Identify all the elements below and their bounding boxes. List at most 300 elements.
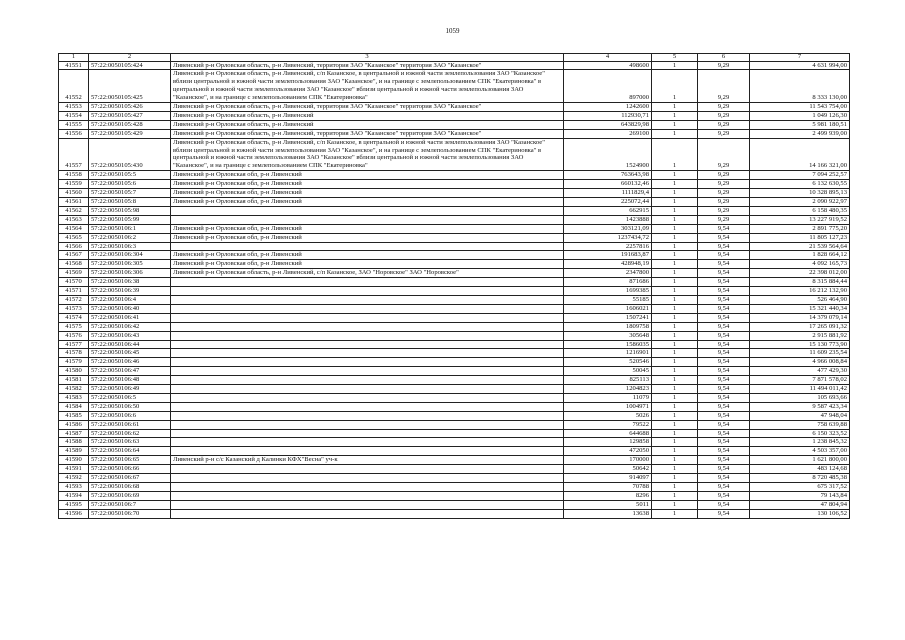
address-text: Ливенский р-н Орловская обл, р-н Ливенский bbox=[173, 260, 302, 268]
count-cell: 1 bbox=[652, 111, 698, 120]
address-text: Ливенский р-н Орловская область, р-н Ливенский, территория ЗАО "Казанское" территория ЗАО "Казанское" bbox=[173, 61, 482, 69]
rate-cell: 9,29 bbox=[698, 103, 750, 112]
address-text: Ливенский р-н Орловская область, р-н Ливенский, территория ЗАО "Казанское" территория ЗАО "Казанское" bbox=[173, 103, 482, 111]
address-text: Ливенский р-н Орловская область, р-н Ливенский, с/п Казанское, в центральной и южной части землепользования ЗАО "Казанское" вблизи центральной и южной части землепользования ЗАО "Казанское", и на границе с землепользованием СПК "Екатериновка" в центральной и южной части землепользования ЗАО "Казанское" вблизи центральной и южной части землепользования ЗАО "Казанское", и на границе с землепользованием СПК "Екатериновка" bbox=[173, 70, 545, 102]
cadastral-value-cell: 2 499 939,00 bbox=[750, 129, 850, 138]
row-number-cell: 41581 bbox=[59, 376, 89, 385]
table-row bbox=[59, 171, 850, 180]
address-cell bbox=[171, 456, 564, 465]
table-row bbox=[59, 251, 850, 260]
count-cell: 1 bbox=[652, 171, 698, 180]
count-cell: 1 bbox=[652, 206, 698, 215]
row-number-cell: 41571 bbox=[59, 287, 89, 296]
address-cell bbox=[171, 385, 564, 394]
table-row bbox=[59, 447, 850, 456]
row-number-cell: 41583 bbox=[59, 393, 89, 402]
cadastral-number-cell: 57:22:0050106:49 bbox=[89, 385, 171, 394]
area-cell: 5026 bbox=[564, 411, 652, 420]
address-cell bbox=[171, 295, 564, 304]
table-row bbox=[59, 438, 850, 447]
area-cell: 305648 bbox=[564, 331, 652, 340]
address-text: Ливенский р-н с/с Казанский д Калинки КФХ"Весна" уч-к bbox=[173, 456, 338, 464]
area-cell: 269100 bbox=[564, 129, 652, 138]
area-cell: 1809758 bbox=[564, 322, 652, 331]
count-cell: 1 bbox=[652, 385, 698, 394]
table-row bbox=[59, 120, 850, 129]
cadastral-number-cell: 57:22:0050106:67 bbox=[89, 474, 171, 483]
area-cell: 825113 bbox=[564, 376, 652, 385]
rate-cell: 9,29 bbox=[698, 180, 750, 189]
count-cell: 1 bbox=[652, 367, 698, 376]
row-number-cell: 41589 bbox=[59, 447, 89, 456]
count-cell: 1 bbox=[652, 129, 698, 138]
rate-cell: 9,54 bbox=[698, 304, 750, 313]
table-row bbox=[59, 411, 850, 420]
land-registry-table bbox=[58, 53, 850, 519]
row-number-cell: 41572 bbox=[59, 295, 89, 304]
area-cell: 1507241 bbox=[564, 313, 652, 322]
area-cell: 112930,71 bbox=[564, 111, 652, 120]
row-number-cell: 41580 bbox=[59, 367, 89, 376]
address-cell bbox=[171, 438, 564, 447]
row-number-cell: 41560 bbox=[59, 189, 89, 198]
rate-cell: 9,54 bbox=[698, 233, 750, 242]
row-number-cell: 41573 bbox=[59, 304, 89, 313]
row-number-cell: 41591 bbox=[59, 465, 89, 474]
row-number-cell: 41588 bbox=[59, 438, 89, 447]
cadastral-number-cell: 57:22:0050105:8 bbox=[89, 198, 171, 207]
cadastral-value-cell: 4 092 165,73 bbox=[750, 260, 850, 269]
rate-cell: 9,29 bbox=[698, 189, 750, 198]
row-number-cell: 41569 bbox=[59, 269, 89, 278]
table-row bbox=[59, 295, 850, 304]
cadastral-value-cell: 130 106,52 bbox=[750, 509, 850, 518]
cadastral-value-cell: 105 693,66 bbox=[750, 393, 850, 402]
area-cell: 13638 bbox=[564, 509, 652, 518]
count-cell: 1 bbox=[652, 411, 698, 420]
row-number-cell: 41582 bbox=[59, 385, 89, 394]
address-cell bbox=[171, 429, 564, 438]
row-number-cell: 41587 bbox=[59, 429, 89, 438]
rate-cell: 9,54 bbox=[698, 411, 750, 420]
rate-cell: 9,54 bbox=[698, 438, 750, 447]
cadastral-value-cell: 11 609 235,54 bbox=[750, 349, 850, 358]
cadastral-number-cell: 57:22:0050105:5 bbox=[89, 171, 171, 180]
rate-cell: 9,29 bbox=[698, 215, 750, 224]
cadastral-value-cell: 22 398 012,00 bbox=[750, 269, 850, 278]
rate-cell: 9,54 bbox=[698, 367, 750, 376]
cadastral-value-cell: 10 328 895,13 bbox=[750, 189, 850, 198]
address-text: Ливенский р-н Орловская обл, р-н Ливенский bbox=[173, 233, 302, 241]
cadastral-number-cell: 57:22:0050105:6 bbox=[89, 180, 171, 189]
count-cell: 1 bbox=[652, 447, 698, 456]
rate-cell: 9,29 bbox=[698, 61, 750, 70]
cadastral-value-cell: 1 828 664,12 bbox=[750, 251, 850, 260]
area-cell: 1242600 bbox=[564, 103, 652, 112]
cadastral-number-cell: 57:22:0050106:42 bbox=[89, 322, 171, 331]
cadastral-value-cell: 526 464,90 bbox=[750, 295, 850, 304]
cadastral-number-cell: 57:22:0050106:61 bbox=[89, 420, 171, 429]
cadastral-value-cell: 6 132 630,55 bbox=[750, 180, 850, 189]
cadastral-number-cell: 57:22:0050106:39 bbox=[89, 287, 171, 296]
column-header: 5 bbox=[652, 54, 698, 62]
cadastral-value-cell: 6 150 323,52 bbox=[750, 429, 850, 438]
table-row bbox=[59, 269, 850, 278]
count-cell: 1 bbox=[652, 491, 698, 500]
address-cell bbox=[171, 70, 564, 103]
area-cell: 1204823 bbox=[564, 385, 652, 394]
row-number-cell: 41557 bbox=[59, 138, 89, 171]
area-cell: 191683,87 bbox=[564, 251, 652, 260]
rate-cell: 9,29 bbox=[698, 138, 750, 171]
rate-cell: 9,54 bbox=[698, 509, 750, 518]
count-cell: 1 bbox=[652, 260, 698, 269]
address-text: Ливенский р-н Орловская обл, р-н Ливенский bbox=[173, 180, 302, 188]
cadastral-value-cell: 477 429,30 bbox=[750, 367, 850, 376]
cadastral-value-cell: 5 981 180,51 bbox=[750, 120, 850, 129]
cadastral-number-cell: 57:22:0050106:7 bbox=[89, 500, 171, 509]
count-cell: 1 bbox=[652, 393, 698, 402]
area-cell: 498600 bbox=[564, 61, 652, 70]
row-number-cell: 41567 bbox=[59, 251, 89, 260]
address-cell bbox=[171, 189, 564, 198]
count-cell: 1 bbox=[652, 465, 698, 474]
cadastral-value-cell: 15 321 440,34 bbox=[750, 304, 850, 313]
cadastral-number-cell: 57:22:0050106:48 bbox=[89, 376, 171, 385]
count-cell: 1 bbox=[652, 438, 698, 447]
count-cell: 1 bbox=[652, 429, 698, 438]
area-cell: 643829,98 bbox=[564, 120, 652, 129]
cadastral-number-cell: 57:22:0050105:7 bbox=[89, 189, 171, 198]
cadastral-value-cell: 11 543 754,00 bbox=[750, 103, 850, 112]
address-cell bbox=[171, 206, 564, 215]
count-cell: 1 bbox=[652, 509, 698, 518]
address-text: Ливенский р-н Орловская обл, р-н Ливенский bbox=[173, 171, 302, 179]
table-row bbox=[59, 206, 850, 215]
address-cell bbox=[171, 483, 564, 492]
rate-cell: 9,54 bbox=[698, 269, 750, 278]
cadastral-value-cell: 8 333 130,00 bbox=[750, 70, 850, 103]
count-cell: 1 bbox=[652, 295, 698, 304]
column-header: 3 bbox=[171, 54, 564, 62]
table-row bbox=[59, 278, 850, 287]
row-number-cell: 41564 bbox=[59, 224, 89, 233]
cadastral-number-cell: 57:22:0050106:45 bbox=[89, 349, 171, 358]
table-row bbox=[59, 103, 850, 112]
address-cell bbox=[171, 349, 564, 358]
area-cell: 1216901 bbox=[564, 349, 652, 358]
address-cell bbox=[171, 224, 564, 233]
address-cell bbox=[171, 233, 564, 242]
address-cell bbox=[171, 138, 564, 171]
cadastral-value-cell: 47 948,04 bbox=[750, 411, 850, 420]
address-text: Ливенский р-н Орловская обл, р-н Ливенский bbox=[173, 224, 302, 232]
area-cell: 1237434,72 bbox=[564, 233, 652, 242]
count-cell: 1 bbox=[652, 304, 698, 313]
row-number-cell: 41551 bbox=[59, 61, 89, 70]
cadastral-value-cell: 8 720 485,38 bbox=[750, 474, 850, 483]
rate-cell: 9,54 bbox=[698, 278, 750, 287]
table-row bbox=[59, 242, 850, 251]
cadastral-value-cell: 2 915 881,92 bbox=[750, 331, 850, 340]
cadastral-number-cell: 57:22:0050106:6 bbox=[89, 411, 171, 420]
count-cell: 1 bbox=[652, 215, 698, 224]
cadastral-number-cell: 57:22:0050106:5 bbox=[89, 393, 171, 402]
cadastral-value-cell: 15 130 773,90 bbox=[750, 340, 850, 349]
area-cell: 1004971 bbox=[564, 402, 652, 411]
area-cell: 1524900 bbox=[564, 138, 652, 171]
table-row bbox=[59, 70, 850, 103]
rate-cell: 9,54 bbox=[698, 447, 750, 456]
rate-cell: 9,54 bbox=[698, 474, 750, 483]
row-number-cell: 41586 bbox=[59, 420, 89, 429]
row-number-cell: 41561 bbox=[59, 198, 89, 207]
count-cell: 1 bbox=[652, 251, 698, 260]
cadastral-number-cell: 57:22:0050105:427 bbox=[89, 111, 171, 120]
row-number-cell: 41579 bbox=[59, 358, 89, 367]
address-cell bbox=[171, 367, 564, 376]
cadastral-number-cell: 57:22:0050106:46 bbox=[89, 358, 171, 367]
count-cell: 1 bbox=[652, 483, 698, 492]
address-cell bbox=[171, 304, 564, 313]
row-number-cell: 41574 bbox=[59, 313, 89, 322]
count-cell: 1 bbox=[652, 287, 698, 296]
area-cell: 428948,19 bbox=[564, 260, 652, 269]
area-cell: 763643,98 bbox=[564, 171, 652, 180]
rate-cell: 9,54 bbox=[698, 295, 750, 304]
cadastral-number-cell: 57:22:0050105:429 bbox=[89, 129, 171, 138]
count-cell: 1 bbox=[652, 224, 698, 233]
rate-cell: 9,54 bbox=[698, 349, 750, 358]
rate-cell: 9,54 bbox=[698, 429, 750, 438]
count-cell: 1 bbox=[652, 474, 698, 483]
area-cell: 5011 bbox=[564, 500, 652, 509]
table-row bbox=[59, 189, 850, 198]
table-row bbox=[59, 358, 850, 367]
cadastral-value-cell: 4 503 357,00 bbox=[750, 447, 850, 456]
cadastral-value-cell: 4 631 994,00 bbox=[750, 61, 850, 70]
rate-cell: 9,29 bbox=[698, 70, 750, 103]
cadastral-number-cell: 57:22:0050106:305 bbox=[89, 260, 171, 269]
address-cell bbox=[171, 411, 564, 420]
area-cell: 8296 bbox=[564, 491, 652, 500]
row-number-cell: 41555 bbox=[59, 120, 89, 129]
rate-cell: 9,54 bbox=[698, 420, 750, 429]
count-cell: 1 bbox=[652, 420, 698, 429]
area-cell: 11079 bbox=[564, 393, 652, 402]
area-cell: 79522 bbox=[564, 420, 652, 429]
address-cell bbox=[171, 358, 564, 367]
table-row bbox=[59, 224, 850, 233]
row-number-cell: 41556 bbox=[59, 129, 89, 138]
row-number-cell: 41566 bbox=[59, 242, 89, 251]
row-number-cell: 41584 bbox=[59, 402, 89, 411]
cadastral-number-cell: 57:22:0050106:64 bbox=[89, 447, 171, 456]
rate-cell: 9,54 bbox=[698, 393, 750, 402]
area-cell: 2347800 bbox=[564, 269, 652, 278]
address-cell bbox=[171, 103, 564, 112]
table-row bbox=[59, 385, 850, 394]
cadastral-number-cell: 57:22:0050106:304 bbox=[89, 251, 171, 260]
row-number-cell: 41552 bbox=[59, 70, 89, 103]
address-cell bbox=[171, 180, 564, 189]
rate-cell: 9,54 bbox=[698, 287, 750, 296]
address-cell bbox=[171, 331, 564, 340]
table-row bbox=[59, 111, 850, 120]
address-cell bbox=[171, 313, 564, 322]
cadastral-number-cell: 57:22:0050105:424 bbox=[89, 61, 171, 70]
cadastral-number-cell: 57:22:0050106:3 bbox=[89, 242, 171, 251]
address-cell bbox=[171, 402, 564, 411]
address-cell bbox=[171, 251, 564, 260]
area-cell: 50642 bbox=[564, 465, 652, 474]
cadastral-number-cell: 57:22:0050105:425 bbox=[89, 70, 171, 103]
area-cell: 70788 bbox=[564, 483, 652, 492]
address-cell bbox=[171, 474, 564, 483]
area-cell: 660132,46 bbox=[564, 180, 652, 189]
row-number-cell: 41575 bbox=[59, 322, 89, 331]
cadastral-value-cell: 758 639,88 bbox=[750, 420, 850, 429]
count-cell: 1 bbox=[652, 180, 698, 189]
table-row bbox=[59, 349, 850, 358]
cadastral-value-cell: 4 966 008,84 bbox=[750, 358, 850, 367]
count-cell: 1 bbox=[652, 358, 698, 367]
rate-cell: 9,54 bbox=[698, 358, 750, 367]
cadastral-value-cell: 1 238 845,32 bbox=[750, 438, 850, 447]
rate-cell: 9,54 bbox=[698, 376, 750, 385]
address-text: Ливенский р-н Орловская обл, р-н Ливенский bbox=[173, 198, 302, 205]
row-number-cell: 41570 bbox=[59, 278, 89, 287]
address-cell bbox=[171, 269, 564, 278]
row-number-cell: 41590 bbox=[59, 456, 89, 465]
count-cell: 1 bbox=[652, 402, 698, 411]
row-number-cell: 41596 bbox=[59, 509, 89, 518]
address-text: Ливенский р-н Орловская обл, р-н Ливенский bbox=[173, 251, 302, 259]
cadastral-value-cell: 17 265 091,32 bbox=[750, 322, 850, 331]
cadastral-number-cell: 57:22:0050106:68 bbox=[89, 483, 171, 492]
row-number-cell: 41578 bbox=[59, 349, 89, 358]
address-cell bbox=[171, 447, 564, 456]
area-cell: 170000 bbox=[564, 456, 652, 465]
cadastral-number-cell: 57:22:0050106:41 bbox=[89, 313, 171, 322]
cadastral-value-cell: 7 094 252,57 bbox=[750, 171, 850, 180]
cadastral-number-cell: 57:22:0050105:426 bbox=[89, 103, 171, 112]
area-cell: 129858 bbox=[564, 438, 652, 447]
address-cell bbox=[171, 340, 564, 349]
cadastral-number-cell: 57:22:0050105:99 bbox=[89, 215, 171, 224]
address-text: Ливенский р-н Орловская обл, р-н Ливенский bbox=[173, 189, 302, 197]
cadastral-value-cell: 11 805 127,23 bbox=[750, 233, 850, 242]
page-number: 1059 bbox=[445, 27, 460, 35]
table-row bbox=[59, 509, 850, 518]
area-cell: 1586035 bbox=[564, 340, 652, 349]
table-row bbox=[59, 402, 850, 411]
table-row bbox=[59, 287, 850, 296]
cadastral-value-cell: 13 227 919,52 bbox=[750, 215, 850, 224]
cadastral-number-cell: 57:22:0050106:70 bbox=[89, 509, 171, 518]
cadastral-value-cell: 8 315 884,44 bbox=[750, 278, 850, 287]
rate-cell: 9,29 bbox=[698, 129, 750, 138]
address-cell bbox=[171, 171, 564, 180]
cadastral-number-cell: 57:22:0050106:69 bbox=[89, 491, 171, 500]
table-row bbox=[59, 322, 850, 331]
address-text: Ливенский р-н Орловская область, р-н Ливенский, территория ЗАО "Казанское" территория ЗАО "Казанское" bbox=[173, 129, 482, 137]
count-cell: 1 bbox=[652, 322, 698, 331]
count-cell: 1 bbox=[652, 340, 698, 349]
cadastral-number-cell: 57:22:0050106:50 bbox=[89, 402, 171, 411]
rate-cell: 9,29 bbox=[698, 111, 750, 120]
row-number-cell: 41593 bbox=[59, 483, 89, 492]
cadastral-number-cell: 57:22:0050106:306 bbox=[89, 269, 171, 278]
cadastral-number-cell: 57:22:0050105:430 bbox=[89, 138, 171, 171]
table-row bbox=[59, 313, 850, 322]
column-header: 4 bbox=[564, 54, 652, 62]
row-number-cell: 41553 bbox=[59, 103, 89, 112]
area-cell: 55185 bbox=[564, 295, 652, 304]
cadastral-number-cell: 57:22:0050106:63 bbox=[89, 438, 171, 447]
address-cell bbox=[171, 491, 564, 500]
count-cell: 1 bbox=[652, 120, 698, 129]
column-header: 6 bbox=[698, 54, 750, 62]
area-cell: 662915 bbox=[564, 206, 652, 215]
table-row bbox=[59, 500, 850, 509]
address-text: Ливенский р-н Орловская область, р-н Ливенский, с/п Казанское, ЗАО "Норовское" ЗАО "Норовское" bbox=[173, 269, 459, 277]
cadastral-value-cell: 16 212 132,90 bbox=[750, 287, 850, 296]
cadastral-value-cell: 2 891 775,20 bbox=[750, 224, 850, 233]
count-cell: 1 bbox=[652, 331, 698, 340]
area-cell: 520546 bbox=[564, 358, 652, 367]
rate-cell: 9,54 bbox=[698, 483, 750, 492]
rate-cell: 9,54 bbox=[698, 402, 750, 411]
cadastral-value-cell: 7 871 578,02 bbox=[750, 376, 850, 385]
address-cell bbox=[171, 111, 564, 120]
row-number-cell: 41558 bbox=[59, 171, 89, 180]
row-number-cell: 41594 bbox=[59, 491, 89, 500]
address-cell bbox=[171, 376, 564, 385]
cadastral-value-cell: 1 049 126,30 bbox=[750, 111, 850, 120]
cadastral-number-cell: 57:22:0050106:44 bbox=[89, 340, 171, 349]
area-cell: 1423888 bbox=[564, 215, 652, 224]
table-row bbox=[59, 233, 850, 242]
area-cell: 914097 bbox=[564, 474, 652, 483]
table-row bbox=[59, 138, 850, 171]
address-cell bbox=[171, 322, 564, 331]
table-row bbox=[59, 304, 850, 313]
cadastral-number-cell: 57:22:0050106:62 bbox=[89, 429, 171, 438]
address-cell bbox=[171, 278, 564, 287]
row-number-cell: 41576 bbox=[59, 331, 89, 340]
cadastral-value-cell: 675 317,52 bbox=[750, 483, 850, 492]
count-cell: 1 bbox=[652, 456, 698, 465]
table-row bbox=[59, 456, 850, 465]
address-cell bbox=[171, 129, 564, 138]
area-cell: 644688 bbox=[564, 429, 652, 438]
table-row bbox=[59, 474, 850, 483]
area-cell: 225072,44 bbox=[564, 198, 652, 207]
cadastral-number-cell: 57:22:0050106:40 bbox=[89, 304, 171, 313]
header-row bbox=[59, 54, 850, 62]
table-row bbox=[59, 491, 850, 500]
address-text: Ливенский р-н Орловская область, р-н Ливенский, с/п Казанское, в центральной и южной части землепользования ЗАО "Казанское" вблизи центральной и южной части землепользования ЗАО "Казанское", и на границе с землепользованием СПК "Екатериновка" в центральной и южной части землепользования ЗАО "Казанское" вблизи центральной и южной части землепользования ЗАО "Казанское", и на границе с землепользованием СПК "Екатериновка" bbox=[173, 138, 545, 170]
count-cell: 1 bbox=[652, 278, 698, 287]
count-cell: 1 bbox=[652, 61, 698, 70]
area-cell: 1606021 bbox=[564, 304, 652, 313]
table-row bbox=[59, 367, 850, 376]
row-number-cell: 41568 bbox=[59, 260, 89, 269]
address-cell bbox=[171, 61, 564, 70]
cadastral-number-cell: 57:22:0050105:428 bbox=[89, 120, 171, 129]
table-row bbox=[59, 393, 850, 402]
